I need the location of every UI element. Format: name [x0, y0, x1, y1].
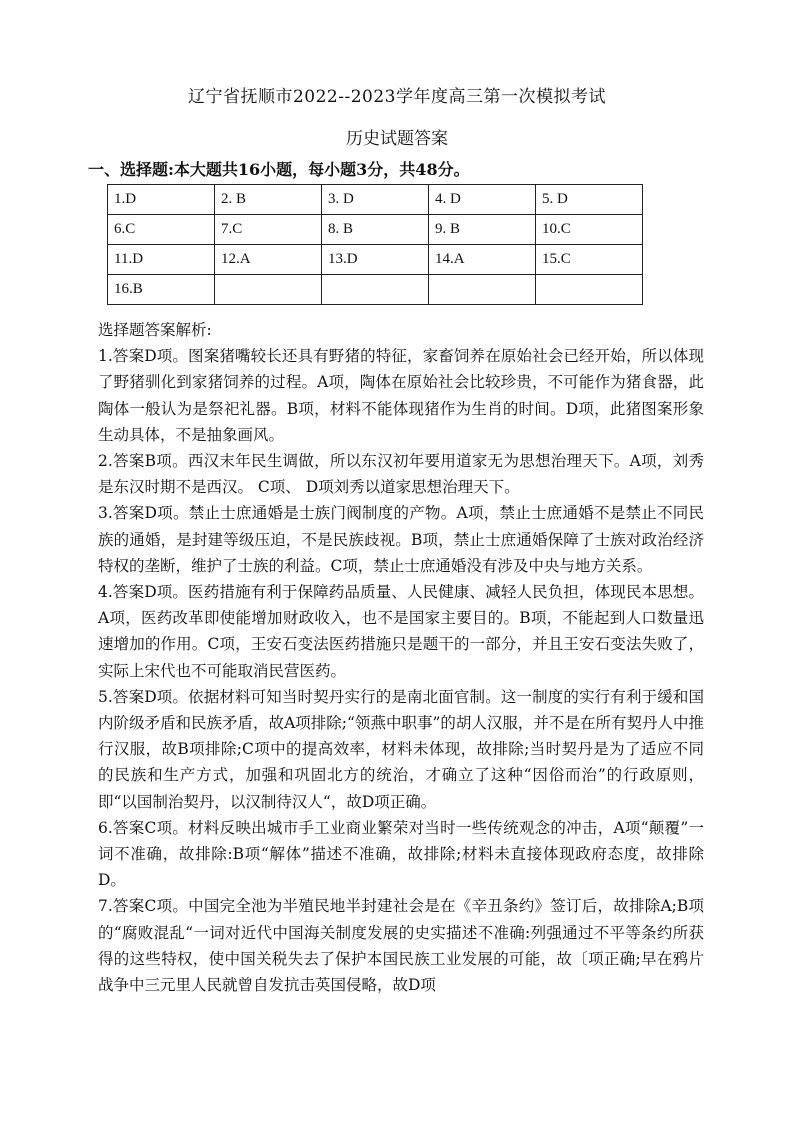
analysis-item-7: 7.答案C项。中国完全池为半殖民地半封建社会是在《辛丑条约》签订后，故排除A;B项的“腐败混乱“一词对近代中国海关制度发展的史实描述不准确:列强通过不平等条约所获得的这些特权，使中国关税失去了保护本国民族工业发展的可能，故〔项正确;早在鸦片战争中三元里人民就曾自发抗击英国侵略，故D项: [98, 897, 704, 995]
answer-cell: 14.A: [429, 245, 536, 275]
analysis-heading: 选择题答案解析:: [98, 321, 212, 339]
analysis-item-3: 3.答案D项。禁止士庶通婚是士族门阀制度的产物。A项，禁止士庶通婚不是禁止不同民族的通婚，是封建等级压迫，不是民族歧视。B项，禁止士庶通婚保障了士族对政治经济特权的垄断，维护了士族的利益。C项，禁止士庶通婚没有涉及中央与地方关系。: [98, 504, 704, 575]
analysis-item-4: 4.答案D项。医药措施有利于保障药品质量、人民健康、减轻人民负担，体现民本思想。A项，医药改革即使能增加财政收入，也不是国家主要目的。B项，不能起到人口数量迅速增加的作用。C项，王安石变法医药措施只是题干的一部分，并且王安石变法失败了，实际上宋代也不可能取消民营医药。: [98, 583, 704, 680]
answer-cell: 4. D: [429, 185, 536, 215]
answer-cell: 16.B: [108, 275, 215, 305]
table-row: [108, 275, 643, 305]
analysis-item-1: 1.答案D项。图案猪嘴较长还具有野猪的特征，家畜饲养在原始社会已经开始，所以体现了野猪驯化到家猪饲养的过程。A项，陶体在原始社会比较珍贵，不可能作为猪食器，此陶体一般认为是祭祀礼器。B项，材料不能体现猪作为生肖的时间。D项，此猪图案形象生动具体，不是抽象画风。: [98, 347, 704, 444]
answer-cell: 8. B: [322, 215, 429, 245]
answer-cell: [536, 275, 643, 305]
answer-cell: [215, 275, 322, 305]
answer-cell: 10.C: [536, 215, 643, 245]
answer-cell: 1.D: [108, 185, 215, 215]
answer-cell: 13.D: [322, 245, 429, 275]
answer-cell: 2. B: [215, 185, 322, 215]
answer-cell: 12.A: [215, 245, 322, 275]
answer-cell: 7.C: [215, 215, 322, 245]
answer-cell: 3. D: [322, 185, 429, 215]
exam-title: 辽宁省抚顺市2022--2023学年度高三第一次模拟考试: [187, 87, 606, 107]
analysis-item-2: 2.答案B项。西汉末年民生调做，所以东汉初年要用道家无为思想治理天下。A项，刘秀是东汉时期不是西汉。 C项、 D项刘秀以道家思想治理天下。: [98, 452, 704, 497]
answer-cell: 9. B: [429, 215, 536, 245]
answer-cell: 6.C: [108, 215, 215, 245]
table-row: [108, 245, 643, 275]
answer-cell: 11.D: [108, 245, 215, 275]
analysis-item-6: 6.答案C项。材料反映出城市手工业商业繁荣对当时一些传统观念的冲击，A项“颠覆”一词不准确，故排除:B项“解体”描述不准确，故排除;材料未直接体现政府态度，故排除 D。: [98, 818, 704, 890]
section-heading: 一、选择题:本大题共16小题，每小题3分，共48分。: [88, 160, 470, 179]
answer-cell: [322, 275, 429, 305]
answer-table: [107, 184, 643, 305]
answer-cell: 15.C: [536, 245, 643, 275]
answer-cell: 5. D: [536, 185, 643, 215]
analysis-item-5: 5.答案D项。依据材料可知当时契丹实行的是南北面官制。这一制度的实行有利于缓和国内阶级矛盾和民族矛盾，故A项排除;“领燕中职事”的胡人汉服，并不是在所有契丹人中推行汉服，故B项排除;C项中的提高效率，材料未体现，故排除;当时契丹是为了适应不同的民族和生产方式，加强和巩固北方的统治，才确立了这种“因俗而治”的行政原则，即“以国制治契丹，以汉制待汉人“，故D项正确。: [98, 687, 704, 811]
table-row: [108, 215, 643, 245]
analysis-section: [98, 317, 704, 998]
answer-cell: [429, 275, 536, 305]
exam-subtitle: 历史试题答案: [346, 129, 448, 149]
table-row: [108, 185, 643, 215]
